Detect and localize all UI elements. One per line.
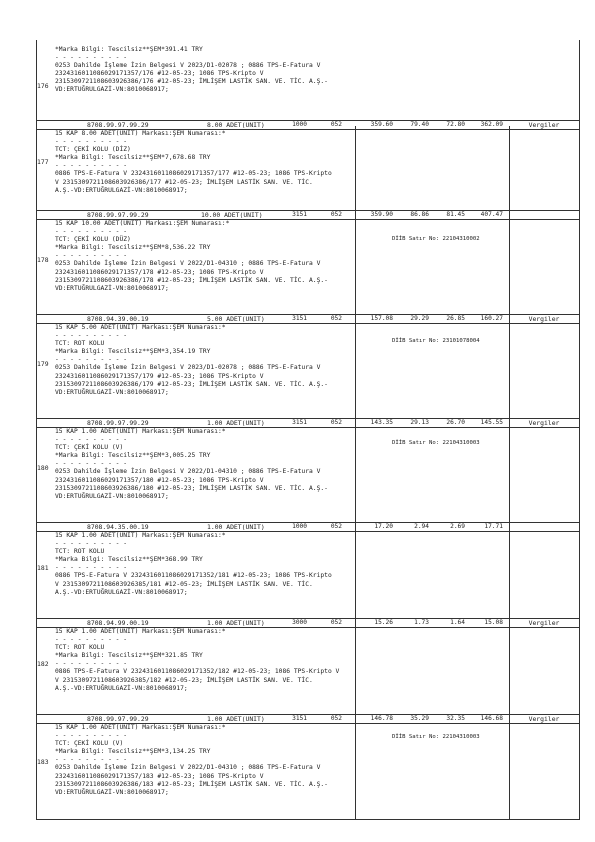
table-bottom-rule xyxy=(37,819,579,820)
entry-index: 177 xyxy=(37,158,49,166)
hs-code: 8708.94.39.00.19 xyxy=(87,315,149,323)
entry-index: 183 xyxy=(37,758,49,766)
value-3: 26.70 xyxy=(446,419,465,426)
value-1: 15.26 xyxy=(374,619,393,626)
diib-note: DİİB Satır No: 22104310002 xyxy=(392,236,480,242)
code-1: 3000 xyxy=(292,619,307,626)
continuation-text: *Marka Bilgi: Tescilsiz**ŞEM*391.41 TRY - - - - - - - - - - 0253 Dahilde İşleme İzin Belgesi V 2023/D1-02078 ; 0886 TPS-E-Fatura V 2324316011086029171357/176 #12-05-23; 1086 TPS-Kripto V 2315309721108603926386/176 #12-05-23; İMLİŞEM LASTİK SAN. VE. TİC. A.Ş.- VD:ERTUĞRULGAZİ-VN:8010068917; xyxy=(55,46,328,94)
quantity: 1.00 ADET(UNIT) xyxy=(207,619,265,627)
value-2: 2.94 xyxy=(414,523,429,530)
value-1: 146.78 xyxy=(370,715,393,722)
hs-code: 8708.99.97.99.29 xyxy=(87,419,149,427)
code-1: 3151 xyxy=(292,211,307,218)
value-1: 359.60 xyxy=(370,121,393,128)
quantity: 10.00 ADET(UNIT) xyxy=(201,211,263,219)
entry-index: 180 xyxy=(37,464,49,472)
value-4: 17.71 xyxy=(484,523,503,530)
value-3: 81.45 xyxy=(446,211,465,218)
value-4: 407.47 xyxy=(480,211,503,218)
quantity: 1.00 ADET(UNIT) xyxy=(207,715,265,723)
tax-tag: Vergiler xyxy=(528,419,560,427)
value-3: 1.64 xyxy=(450,619,465,626)
tax-tag: Vergiler xyxy=(528,121,560,129)
code-1: 1000 xyxy=(292,121,307,128)
code-1: 1000 xyxy=(292,523,307,530)
code-2: 052 xyxy=(330,121,342,128)
code-2: 052 xyxy=(330,523,342,530)
value-4: 362.09 xyxy=(480,121,503,128)
value-2: 86.86 xyxy=(410,211,429,218)
value-2: 29.29 xyxy=(410,315,429,322)
entry-description: 15 KAP 1.00 ADET(UNIT) Markası:ŞEM Numarası:* - - - - - - - - - - TCT: ROT KOLU *Marka Bilgi: Tescilsiz**ŞEM*321.85 TRY - - - - - - - - - - 0886 TPS-E-Fatura V 2324316011086029171352/182 #12-05-23; 1086 TPS-Kripto V V 2315309721108603926385/182 #12-05-23; İMLİŞEM LASTİK SAN. VE. TİC. A.Ş.-VD:ERTUĞRULGAZİ-VN:8010068917; xyxy=(55,628,340,692)
tax-tag: Vergiler xyxy=(528,715,560,723)
entry-index: 181 xyxy=(37,564,49,572)
value-3: 72.80 xyxy=(446,121,465,128)
diib-note: DİİB Satır No: 23101078004 xyxy=(392,338,480,344)
value-3: 32.35 xyxy=(446,715,465,722)
code-2: 052 xyxy=(330,211,342,218)
hs-code: 8708.99.97.99.29 xyxy=(87,121,149,129)
entry-description: 15 KAP 1.00 ADET(UNIT) Markası:ŞEM Numarası:* - - - - - - - - - - TCT: ÇEKİ KOLU (V) *Marka Bilgi: Tescilsiz**ŞEM*3,005.25 TRY - - - - - - - - - - 0253 Dahilde İşleme İzin Belgesi V 2022/D1-04310 ; 0886 TPS-E-Fatura V 2324316011086029171357/180 #12-05-23; 1086 TPS-Kripto V 2315309721108603926386/180 #12-05-23; İMLİŞEM LASTİK SAN. VE. TİC. A.Ş.- VD:ERTUĞRULGAZİ-VN:8010068917; xyxy=(55,428,328,500)
value-1: 17.20 xyxy=(374,523,393,530)
column-divider-right xyxy=(509,126,510,820)
value-2: 35.29 xyxy=(410,715,429,722)
quantity: 8.00 ADET(UNIT) xyxy=(207,121,265,129)
value-4: 146.68 xyxy=(480,715,503,722)
diib-note: DİİB Satır No: 22104310003 xyxy=(392,440,480,446)
value-3: 26.85 xyxy=(446,315,465,322)
diib-note: DİİB Satır No: 22104310003 xyxy=(392,734,480,740)
code-2: 052 xyxy=(330,315,342,322)
code-1: 3151 xyxy=(292,419,307,426)
tax-tag: Vergiler xyxy=(528,619,560,627)
value-2: 79.40 xyxy=(410,121,429,128)
value-1: 359.90 xyxy=(370,211,393,218)
code-1: 3151 xyxy=(292,315,307,322)
value-2: 29.13 xyxy=(410,419,429,426)
hs-code: 8708.94.35.00.19 xyxy=(87,523,149,531)
code-1: 3151 xyxy=(292,715,307,722)
code-2: 052 xyxy=(330,715,342,722)
value-3: 2.69 xyxy=(450,523,465,530)
quantity: 5.00 ADET(UNIT) xyxy=(207,315,265,323)
entry-index: 179 xyxy=(37,360,49,368)
value-4: 160.27 xyxy=(480,315,503,322)
quantity: 1.00 ADET(UNIT) xyxy=(207,419,265,427)
hs-code: 8708.94.99.00.19 xyxy=(87,619,149,627)
entry-description: 15 KAP 8.00 ADET(UNIT) Markası:ŞEM Numarası:* - - - - - - - - - - TCT: ÇEKİ KOLU (DİZ) *Marka Bilgi: Tescilsiz**ŞEM*7,678.68 TRY - - - - - - - - - - 0886 TPS-E-Fatura V 2324316011086029171357/177 #12-05-23; 1086 TPS-Kripto V 2315309721108603926386/177 #12-05-23; İMLİŞEM LASTİK SAN. VE. TİC. A.Ş.-VD:ERTUĞRULGAZİ-VN:8010068917; xyxy=(55,130,332,194)
value-1: 143.35 xyxy=(370,419,393,426)
entry-index: 178 xyxy=(37,256,49,264)
value-4: 145.55 xyxy=(480,419,503,426)
value-2: 1.73 xyxy=(414,619,429,626)
hs-code: 8708.99.97.99.29 xyxy=(87,715,149,723)
declaration-table xyxy=(36,40,580,820)
value-1: 157.08 xyxy=(370,315,393,322)
hs-code: 8708.99.97.99.29 xyxy=(87,211,149,219)
value-4: 15.08 xyxy=(484,619,503,626)
tax-tag: Vergiler xyxy=(528,315,560,323)
entry-description: 15 KAP 5.00 ADET(UNIT) Markası:ŞEM Numarası:* - - - - - - - - - - TCT: ROT KOLU *Marka Bilgi: Tescilsiz**ŞEM*3,354.19 TRY - - - - - - - - - - 0253 Dahilde İşleme İzin Belgesi V 2023/D1-02078 ; 0886 TPS-E-Fatura V 2324316011086029171357/179 #12-05-23; 1086 TPS-Kripto V 2315309721108603926386/179 #12-05-23; İMLİŞEM LASTİK SAN. VE. TİC. A.Ş.- VD:ERTUĞRULGAZİ-VN:8010068917; xyxy=(55,324,328,396)
quantity: 1.00 ADET(UNIT) xyxy=(207,523,265,531)
continuation-index: 176 xyxy=(37,82,49,90)
entry-description: 15 KAP 1.00 ADET(UNIT) Markası:ŞEM Numarası:* - - - - - - - - - - TCT: ÇEKİ KOLU (V) *Marka Bilgi: Tescilsiz**ŞEM*3,134.25 TRY - - - - - - - - - - 0253 Dahilde İşleme İzin Belgesi V 2022/D1-04310 ; 0886 TPS-E-Fatura V 2324316011086029171357/183 #12-05-23; 1086 TPS-Kripto V 2315309721108603926386/183 #12-05-23; İMLİŞEM LASTİK SAN. VE. TİC. A.Ş.- VD:ERTUĞRULGAZİ-VN:8010068917; xyxy=(55,724,328,796)
entry-description: 15 KAP 10.00 ADET(UNIT) Markası:ŞEM Numarası:* - - - - - - - - - - TCT: ÇEKİ KOLU (DÜZ) *Marka Bilgi: Tescilsiz**ŞEM*8,536.22 TRY - - - - - - - - - - 0253 Dahilde İşleme İzin Belgesi V 2022/D1-04310 ; 0886 TPS-E-Fatura V 2324316011086029171357/178 #12-05-23; 1086 TPS-Kripto V 2315309721108603926386/178 #12-05-23; İMLİŞEM LASTİK SAN. VE. TİC. A.Ş.- VD:ERTUĞRULGAZİ-VN:8010068917; xyxy=(55,220,328,292)
code-2: 052 xyxy=(330,619,342,626)
code-2: 052 xyxy=(330,419,342,426)
entry-description: 15 KAP 1.00 ADET(UNIT) Markası:ŞEM Numarası:* - - - - - - - - - - TCT: ROT KOLU *Marka Bilgi: Tescilsiz**ŞEM*368.99 TRY - - - - - - - - - - 0886 TPS-E-Fatura V 2324316011086029171352/181 #12-05-23; 1086 TPS-Kripto V 2315309721108603926385/181 #12-05-23; İMLİŞEM LASTİK SAN. VE. TİC. A.Ş.-VD:ERTUĞRULGAZİ-VN:8010068917; xyxy=(55,532,332,596)
entry-index: 182 xyxy=(37,660,49,668)
